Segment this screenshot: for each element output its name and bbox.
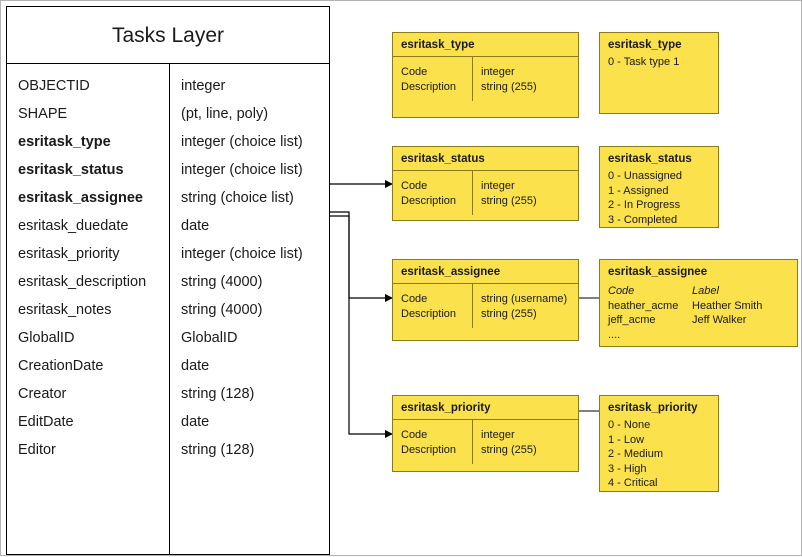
values-body — [600, 53, 718, 70]
value-line: 1 - Low — [608, 433, 645, 446]
field-type: date — [181, 414, 210, 430]
field-type: string (128) — [181, 442, 255, 458]
domain-type: string (255) — [481, 307, 537, 320]
values-box-type — [599, 32, 719, 114]
field-name: esritask_description — [18, 274, 147, 290]
domain-body — [393, 57, 578, 141]
domain-body — [393, 284, 578, 364]
domain-field: Description — [401, 307, 457, 320]
domain-field: Code — [401, 429, 428, 441]
field-type: integer (choice list) — [181, 246, 303, 262]
page-title: Tasks Layer — [7, 7, 329, 64]
domain-field-column — [401, 428, 456, 457]
assignee-label: Heather Smith — [692, 299, 763, 312]
domain-type: string (255) — [481, 194, 537, 207]
field-name: GlobalID — [18, 330, 75, 346]
values-title: esritask_assignee — [608, 266, 708, 278]
domain-column-divider — [472, 57, 473, 101]
domain-field: Code — [401, 180, 428, 192]
domain-box-priority — [392, 395, 579, 472]
value-line: 0 - None — [608, 419, 651, 431]
domain-body — [393, 171, 578, 244]
field-name: Creator — [18, 386, 67, 402]
value-line: 4 - Critical — [608, 477, 658, 489]
values-body — [600, 167, 718, 227]
values-title: esritask_status — [608, 153, 692, 165]
domain-type-column — [481, 292, 567, 321]
field-type: integer — [181, 78, 226, 94]
field-name: OBJECTID — [18, 78, 90, 94]
assignee-label-column — [692, 284, 762, 328]
field-type: (pt, line, poly) — [181, 106, 269, 122]
value-line: 0 - Task type 1 — [608, 56, 680, 68]
domain-field-column — [401, 179, 456, 208]
value-line: 3 - Completed — [608, 213, 678, 226]
assignee-code: heather_acme — [608, 299, 679, 312]
domain-body — [393, 420, 578, 495]
domain-type: string (username) — [481, 293, 568, 305]
domain-type: integer — [481, 66, 515, 78]
field-name: esritask_notes — [18, 302, 112, 318]
domain-type: integer — [481, 429, 515, 441]
values-title: esritask_type — [608, 39, 682, 51]
domain-column-divider — [472, 171, 473, 215]
field-type: string (128) — [181, 386, 255, 402]
assignee-code: .... — [608, 328, 621, 341]
domain-type-column — [481, 428, 537, 457]
values-box-assignee — [599, 259, 798, 347]
field-name: esritask_priority — [18, 246, 120, 262]
domain-title: esritask_priority — [393, 396, 578, 420]
field-type: date — [181, 218, 210, 234]
domain-field: Description — [401, 194, 457, 207]
domain-column-divider — [472, 284, 473, 328]
values-box-priority — [599, 395, 719, 492]
domain-title: esritask_status — [393, 147, 578, 171]
domain-title: esritask_assignee — [393, 260, 578, 284]
field-name: EditDate — [18, 414, 74, 430]
field-name-column — [7, 64, 169, 464]
field-type: date — [181, 358, 210, 374]
values-box-status — [599, 146, 719, 228]
domain-type: string (255) — [481, 80, 537, 93]
domain-box-type — [392, 32, 579, 118]
value-line: 2 - Medium — [608, 448, 664, 460]
field-type: string (4000) — [181, 274, 263, 290]
field-name: esritask_assignee — [18, 190, 143, 206]
domain-column-divider — [472, 420, 473, 464]
domain-field-column — [401, 292, 456, 321]
assignee-code-header: Code — [608, 285, 635, 297]
field-name: Editor — [18, 442, 56, 458]
domain-type: string (255) — [481, 443, 537, 456]
value-line: 2 - In Progress — [608, 199, 681, 211]
values-body — [600, 416, 718, 491]
field-type: integer (choice list) — [181, 162, 303, 178]
value-line: 1 - Assigned — [608, 184, 669, 197]
domain-field: Description — [401, 80, 457, 93]
value-line: 0 - Unassigned — [608, 170, 682, 182]
value-line: 3 - High — [608, 462, 647, 475]
domain-field-column — [401, 65, 456, 94]
field-type: string (4000) — [181, 302, 263, 318]
domain-title: esritask_type — [393, 33, 578, 57]
domain-field: Description — [401, 443, 457, 456]
field-type-column — [170, 64, 330, 464]
domain-box-assignee — [392, 259, 579, 341]
field-name: SHAPE — [18, 106, 68, 122]
field-type: string (choice list) — [181, 190, 294, 206]
domain-type-column — [481, 179, 537, 208]
field-type: integer (choice list) — [181, 134, 303, 150]
domain-field: Code — [401, 66, 428, 78]
domain-field: Code — [401, 293, 428, 305]
values-title: esritask_priority — [608, 402, 698, 414]
assignee-code: jeff_acme — [608, 314, 656, 326]
field-name: esritask_type — [18, 134, 111, 150]
tasks-layer-table — [6, 6, 330, 555]
assignee-label: Jeff Walker — [692, 314, 747, 326]
domain-box-status — [392, 146, 579, 221]
assignee-label-header: Label — [692, 285, 719, 297]
field-type: GlobalID — [181, 330, 238, 346]
layer-fields-body — [7, 64, 329, 554]
domain-type: integer — [481, 180, 515, 192]
field-name: esritask_status — [18, 162, 124, 178]
field-name: esritask_duedate — [18, 218, 129, 234]
assignee-code-column — [608, 284, 678, 342]
field-name: CreationDate — [18, 358, 104, 374]
domain-type-column — [481, 65, 537, 94]
